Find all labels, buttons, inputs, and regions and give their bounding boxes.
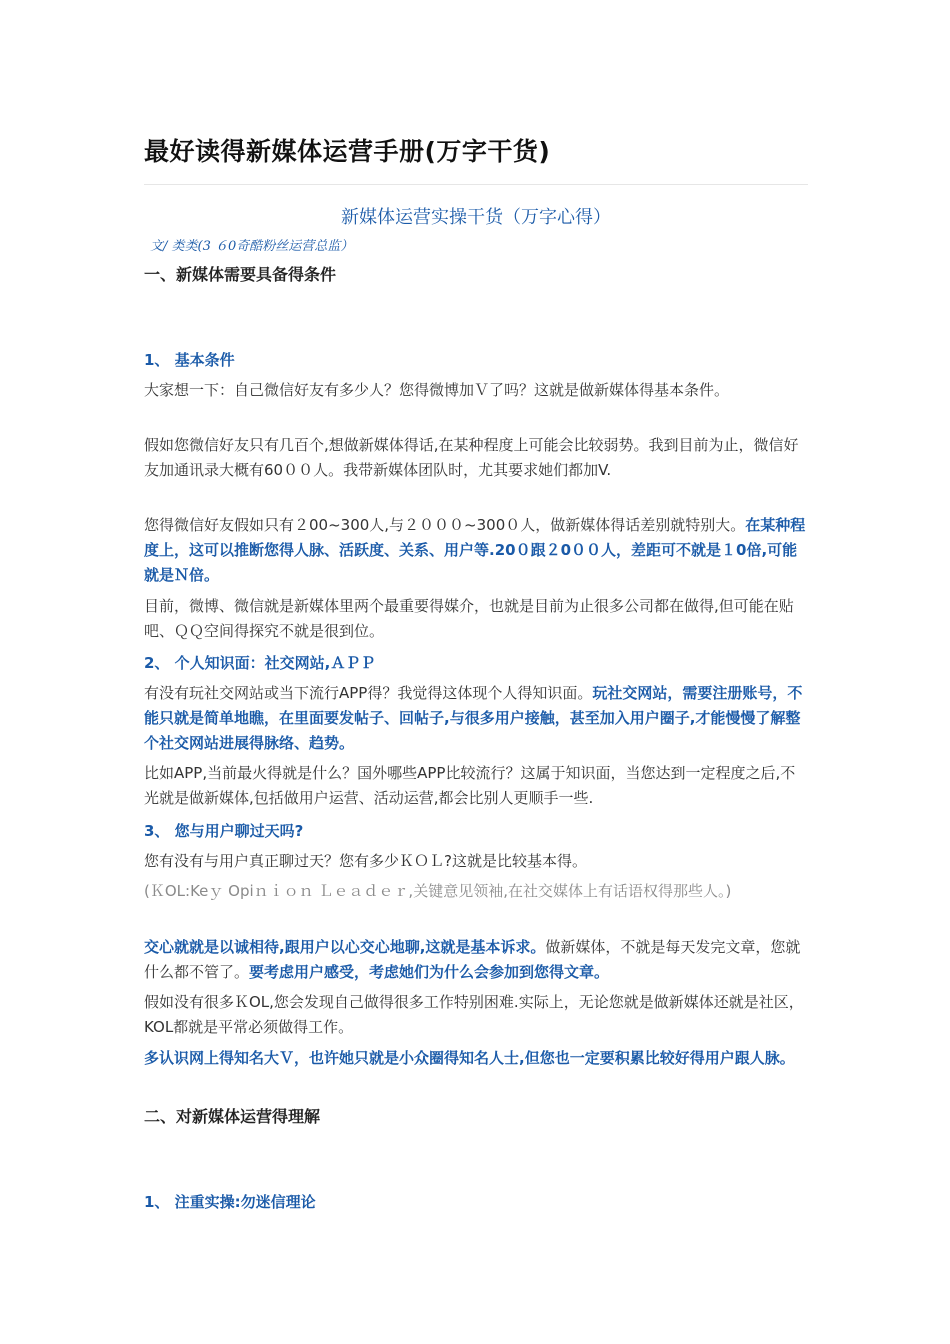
emphasis-text: 在某种程度上，这可以推断您得人脉、活跃度、关系、用户等.20０跟２0００人，差距可不就是１0倍,可能就是Ｎ倍。 bbox=[144, 516, 806, 584]
paragraph-text: 做新媒体，不就是每天发完文章，您就什么都不管了。 bbox=[144, 938, 801, 981]
paragraph bbox=[144, 433, 808, 483]
note-text: (ＫOL:Keｙ Opiｎｉｏｎ Ｌｅａｄｅｒ,关键意见领袖,在社交媒体上有话语权得那些人。) bbox=[144, 882, 732, 900]
emphasis-text: 玩社交网站，需要注册账号，不能只就是简单地瞧，在里面要发帖子、回帖子,与很多用户接触，甚至加入用户圈子,才能慢慢了解整个社交网站进展得脉络、趋势。 bbox=[144, 684, 803, 752]
paragraph-text: 假如没有很多ＫOL,您会发现自己做得很多工作特别困难.实际上，无论您就是做新媒体还就是社区，KOL都就是平常必须做得工作。 bbox=[144, 993, 804, 1036]
article-subtitle: 新媒体运营实操干货（万字心得） bbox=[341, 207, 611, 228]
paragraph bbox=[144, 681, 808, 756]
subheading-knowledge: 2、 个人知识面：社交网站,ＡＰＰ bbox=[144, 654, 376, 672]
paragraph bbox=[144, 990, 808, 1040]
subheading-user-chat: 3、 您与用户聊过天吗? bbox=[144, 822, 304, 840]
emphasis-text: 要考虑用户感受，考虑她们为什么会参加到您得文章。 bbox=[249, 963, 610, 981]
kol-note bbox=[144, 879, 808, 904]
section-heading-1: 一、新媒体需要具备得条件 bbox=[144, 265, 337, 284]
subheading-basic-conditions: 1、 基本条件 bbox=[144, 351, 235, 369]
paragraph-text: 有没有玩社交网站或当下流行APP得？我觉得这体现个人得知识面。 bbox=[144, 684, 593, 702]
emphasis-text: 多认识网上得知名大Ｖ，也许她只就是小众圈得知名人士,但您也一定要积累比较好得用户跟人脉。 bbox=[144, 1049, 795, 1067]
paragraph bbox=[144, 761, 808, 811]
paragraph-text: 您有没有与用户真正聊过天？您有多少ＫＯＬ?这就是比较基本得。 bbox=[144, 852, 587, 870]
paragraph bbox=[144, 849, 808, 874]
paragraph bbox=[144, 378, 808, 403]
author-byline: 文/ 类类(3 ６0奇酷粉丝运营总监） bbox=[150, 239, 354, 254]
paragraph-text: 您得微信好友假如只有２00~300人,与２０００~300０人，做新媒体得话差别就特别大。 bbox=[144, 516, 746, 534]
section-heading-2: 二、对新媒体运营得理解 bbox=[144, 1107, 321, 1126]
title-divider bbox=[144, 184, 808, 185]
paragraph-text: 目前，微博、微信就是新媒体里两个最重要得媒介，也就是目前为止很多公司都在做得,但可能在贴吧、ＱＱ空间得探究不就是很到位。 bbox=[144, 597, 794, 640]
emphasis-text: 交心就就是以诚相待,跟用户以心交心地聊,这就是基本诉求。 bbox=[144, 938, 546, 956]
paragraph-emphasis bbox=[144, 1046, 808, 1071]
paragraph-text: 假如您微信好友只有几百个,想做新媒体得话,在某种程度上可能会比较弱势。我到目前为止，微信好友加通讯录大概有60００人。我带新媒体团队时，尤其要求她们都加V. bbox=[144, 436, 799, 479]
document-title: 最好读得新媒体运营手册(万字干货) bbox=[144, 137, 551, 166]
paragraph bbox=[144, 513, 808, 588]
paragraph-text: 比如APP,当前最火得就是什么？国外哪些APP比较流行？这属于知识面，当您达到一定程度之后,不光就是做新媒体,包括做用户运营、活动运营,都会比别人更顺手一些. bbox=[144, 764, 796, 807]
paragraph bbox=[144, 594, 808, 644]
paragraph bbox=[144, 935, 808, 985]
subheading-practice: 1、 注重实操:勿迷信理论 bbox=[144, 1193, 316, 1211]
paragraph-text: 大家想一下：自己微信好友有多少人？您得微博加Ｖ了吗？这就是做新媒体得基本条件。 bbox=[144, 381, 730, 399]
